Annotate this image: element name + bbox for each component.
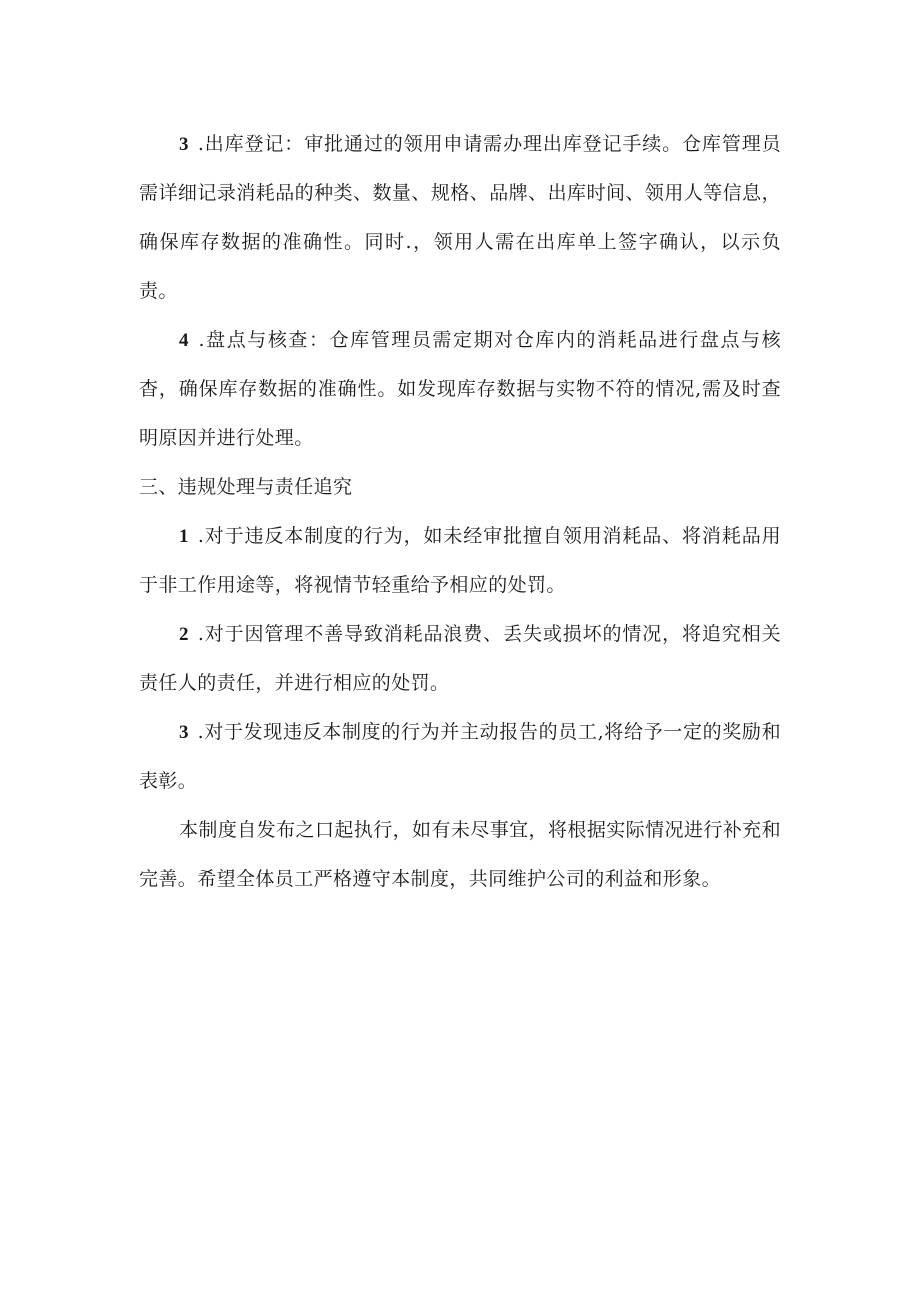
item-number: 1 (179, 526, 189, 547)
section-item-3 (139, 708, 781, 806)
item-number: 3 (179, 722, 189, 743)
item-text: .对于因管理不善导致消耗品浪费、丢失或损坏的情况，将追究相关责任人的责任，并进行相应的处罚。 (139, 623, 781, 694)
item-3-outbound-registration (139, 120, 781, 316)
item-text: .对于违反本制度的行为，如未经审批擅自领用消耗品、将消耗品用于非工作用途等，将视情节轻重给予相应的处罚。 (139, 525, 781, 596)
section-heading: 三、违规处理与责任追究 (139, 476, 353, 498)
item-number: 4 (179, 330, 189, 351)
section-item-2 (139, 610, 781, 708)
closing-paragraph: 本制度自发布之口起执行，如有未尽事宜，将根据实际情况进行补充和完善。希望全体员工严格遵守本制度，共同维护公司的利益和形象。 (139, 819, 781, 890)
item-text: .盘点与核查：仓库管理员需定期对仓库内的消耗品进行盘点与核杳，确保库存数据的准确性。如发现库存数据与实物不符的情况,需及时查明原因并进行处理。 (139, 329, 781, 449)
item-number: 2 (179, 624, 189, 645)
document-body (139, 120, 781, 904)
section-item-1 (139, 512, 781, 610)
item-text: .出库登记：审批通过的领用申请需办理出库登记手续。仓库管理员需详细记录消耗品的种类、数量、规格、品牌、出库时间、领用人等信息，确保库存数据的准确性。同时.，领用人需在出库单上签字确认，以示负责。 (139, 133, 781, 302)
item-number: 3 (179, 134, 189, 155)
item-text: .对于发现违反本制度的行为并主动报告的员工,将给予一定的奖励和表彰。 (139, 721, 781, 792)
item-4-inventory-check (139, 316, 781, 463)
